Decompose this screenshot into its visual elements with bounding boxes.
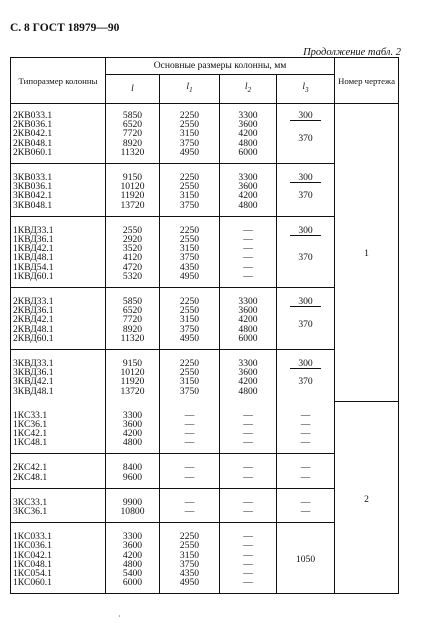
cell-l1 <box>160 287 220 349</box>
cell-l2 <box>220 216 277 287</box>
value-l1: 2250 <box>179 531 200 543</box>
column-header-l2: $l_2$ <box>220 75 277 104</box>
type-name: 1КС042.1 <box>13 549 52 561</box>
type-name: 2КС42.1 <box>13 462 48 474</box>
value-l2: 3600 <box>238 367 258 379</box>
value-l: 4800 <box>122 558 143 570</box>
type-name: 2КС48.1 <box>13 471 48 483</box>
value-l2: — <box>243 409 253 421</box>
dimensions-table <box>10 57 399 594</box>
value-l2: 6000 <box>238 332 258 344</box>
value-l1: 3750 <box>179 558 200 570</box>
value-l3: — <box>300 462 311 474</box>
type-name: 2КВ048.1 <box>13 137 53 149</box>
value-l2: 6000 <box>238 146 258 158</box>
type-name: 1КВД54.1 <box>13 261 54 273</box>
value-l: 6520 <box>122 305 143 317</box>
value-l3-first: 300 <box>290 359 320 369</box>
table-body <box>11 104 399 594</box>
cell-l2 <box>220 402 277 454</box>
value-l1: 2550 <box>179 119 200 131</box>
value-l2: — <box>243 428 253 440</box>
value-l: 9150 <box>122 171 143 183</box>
value-l2: — <box>243 418 253 430</box>
value-l2: 3300 <box>238 110 258 121</box>
cell-l <box>106 349 160 401</box>
value-l2: — <box>243 531 253 543</box>
value-l: 11920 <box>120 376 145 388</box>
value-l2: — <box>243 252 253 264</box>
value-l: 4800 <box>122 437 143 449</box>
value-l3-first: 300 <box>290 297 320 307</box>
type-name: 3КВД36.1 <box>13 367 54 379</box>
cell-l1 <box>160 349 220 401</box>
value-l2: 3300 <box>238 295 258 307</box>
value-l1: 2550 <box>179 181 200 193</box>
column-header-l1-subscript: 1 <box>189 86 193 95</box>
type-name: 2КВ036.1 <box>13 119 53 131</box>
cell-l3 <box>277 163 335 216</box>
type-name: 3КВ033.1 <box>13 171 53 183</box>
cell-type <box>11 104 106 164</box>
value-l: 3300 <box>122 409 143 421</box>
value-l2: — <box>243 462 253 474</box>
value-l1: — <box>184 506 195 518</box>
cell-l <box>106 287 160 349</box>
value-l1: 2550 <box>179 305 200 317</box>
value-l: 10120 <box>120 367 145 379</box>
value-l1: 2250 <box>179 295 200 307</box>
type-name: 1КС036.1 <box>13 540 52 552</box>
value-l2: 3600 <box>238 305 258 317</box>
table-row-group <box>11 402 399 454</box>
column-header-l1: $l_1$ <box>160 75 220 104</box>
type-name: 2КВД42.1 <box>13 314 54 326</box>
column-header-drawing: Номер чертежа <box>335 58 399 104</box>
value-l1: 2550 <box>179 540 200 552</box>
type-name: 1КС36.1 <box>13 418 48 430</box>
cell-l2 <box>220 104 277 164</box>
type-name: 3КВД48.1 <box>13 385 54 397</box>
value-l2: — <box>243 261 253 273</box>
value-l: 9600 <box>122 471 143 483</box>
cell-type <box>11 523 106 594</box>
cell-l2 <box>220 349 277 401</box>
drawing-number-1: 1 <box>335 104 399 402</box>
value-l: 2920 <box>122 233 143 245</box>
value-l2: — <box>243 233 253 245</box>
type-name: 1КС33.1 <box>13 409 48 421</box>
type-name: 1КС48.1 <box>13 437 48 449</box>
value-l: 3600 <box>122 418 143 430</box>
cell-l3 <box>277 454 335 488</box>
value-l3-first: 300 <box>290 111 320 121</box>
value-l2: — <box>243 567 253 579</box>
cell-l1 <box>160 163 220 216</box>
type-name: 2КВ042.1 <box>13 128 53 140</box>
value-l1: — <box>184 418 195 430</box>
value-l3-first: 300 <box>290 226 320 236</box>
value-l: 6520 <box>122 119 143 131</box>
value-l: 9900 <box>122 496 143 508</box>
cell-l <box>106 104 160 164</box>
value-l1: 2250 <box>179 357 200 369</box>
value-l1: — <box>184 471 195 483</box>
value-l2: — <box>243 437 253 449</box>
value-l2: 4800 <box>238 199 258 211</box>
value-l1: — <box>184 437 195 449</box>
value-l3: — <box>300 428 311 440</box>
value-l2: 4800 <box>238 385 258 397</box>
type-name: 3КС33.1 <box>13 496 48 508</box>
value-l: 5850 <box>122 295 143 307</box>
type-name: 1КС060.1 <box>13 577 52 589</box>
value-l1: 3750 <box>179 323 200 335</box>
cell-type <box>11 488 106 522</box>
value-l1: 4950 <box>179 577 200 589</box>
value-l1: 3750 <box>179 137 200 149</box>
value-l: 4720 <box>122 261 143 273</box>
value-l: 7720 <box>122 314 143 326</box>
value-l2: 3300 <box>238 357 258 369</box>
value-l1: 2250 <box>179 224 200 236</box>
value-l1: 3150 <box>179 243 200 255</box>
value-l3: — <box>300 418 311 430</box>
value-l1: 3750 <box>179 199 200 211</box>
type-name: 3КВ042.1 <box>13 190 53 202</box>
column-header-l3-subscript: 3 <box>305 86 309 95</box>
column-header-l2-subscript: 2 <box>247 86 252 95</box>
value-l2: 4200 <box>238 314 258 326</box>
value-l2: — <box>243 549 253 561</box>
value-l: 8920 <box>122 137 143 149</box>
cell-l1 <box>160 104 220 164</box>
value-l3-first: 300 <box>290 173 320 183</box>
cell-type <box>11 163 106 216</box>
value-l2: — <box>243 558 253 570</box>
value-l2: — <box>243 243 253 255</box>
cell-l <box>106 488 160 522</box>
cell-l2 <box>220 454 277 488</box>
value-l: 6000 <box>122 577 143 589</box>
value-l1: 4950 <box>179 332 200 344</box>
table-continuation-label: Продолжение табл. 2 <box>303 47 401 58</box>
value-l1: 4950 <box>179 270 200 282</box>
column-header-type: Типоразмер колонны <box>11 58 106 104</box>
type-name: 1КС048.1 <box>13 558 52 570</box>
value-l1: 2250 <box>179 171 200 183</box>
value-l2: 3600 <box>238 181 258 193</box>
cell-l3 <box>277 104 335 164</box>
value-l1: 4350 <box>179 567 200 579</box>
cell-l1 <box>160 402 220 454</box>
column-header-l3: $l_3$ <box>277 75 335 104</box>
type-name: 1КВД33.1 <box>13 224 54 236</box>
value-l: 2550 <box>122 224 143 236</box>
cell-l <box>106 216 160 287</box>
cell-l3 <box>277 402 335 454</box>
type-name: 3КВ048.1 <box>13 199 53 211</box>
value-l1: 4350 <box>179 261 200 273</box>
type-name: 2КВД33.1 <box>13 295 54 307</box>
value-l: 10800 <box>120 506 145 518</box>
value-l: 9150 <box>122 357 143 369</box>
value-l: 11920 <box>120 190 145 202</box>
value-l2: 4200 <box>238 190 258 202</box>
value-l3: — <box>300 409 311 421</box>
cell-l <box>106 523 160 594</box>
value-l2: — <box>243 496 253 508</box>
value-l: 3520 <box>122 243 143 255</box>
value-l2: 4800 <box>238 137 258 149</box>
value-l1: 3750 <box>179 252 200 264</box>
type-name: 2КВД60.1 <box>13 332 54 344</box>
value-l1: — <box>184 496 195 508</box>
value-l2: — <box>243 540 253 552</box>
value-l: 5400 <box>122 567 143 579</box>
type-name: 3КВД33.1 <box>13 357 54 369</box>
cell-l2 <box>220 287 277 349</box>
table-row-group <box>11 104 399 164</box>
value-l: 13720 <box>120 385 145 397</box>
value-l3: — <box>300 437 311 449</box>
cell-l1 <box>160 523 220 594</box>
value-l3-rest: 370 <box>298 318 313 330</box>
type-name: 2КВД48.1 <box>13 323 54 335</box>
type-name: 1КС033.1 <box>13 531 52 543</box>
value-l2: 4200 <box>238 128 258 140</box>
cell-type <box>11 402 106 454</box>
type-name: 3КВД42.1 <box>13 376 54 388</box>
type-name: 1КС054.1 <box>13 567 52 579</box>
value-l: 5320 <box>122 270 143 282</box>
cell-l <box>106 454 160 488</box>
cell-l1 <box>160 488 220 522</box>
value-l1: 3150 <box>179 128 200 140</box>
value-l: 5850 <box>122 110 143 121</box>
type-name: 2КВ060.1 <box>13 146 53 158</box>
footer-mark: · <box>118 612 121 621</box>
type-name: 1КВД60.1 <box>13 270 54 282</box>
value-l: 8920 <box>122 323 143 335</box>
cell-l <box>106 163 160 216</box>
value-l1: 4950 <box>179 146 200 158</box>
cell-l2 <box>220 488 277 522</box>
value-l1: 2550 <box>179 233 200 245</box>
value-l3: — <box>300 471 311 483</box>
cell-l3 <box>277 216 335 287</box>
value-l1: 2550 <box>179 367 200 379</box>
type-name: 1КС42.1 <box>13 428 48 440</box>
value-l2: 3300 <box>238 171 258 183</box>
value-l: 8400 <box>122 462 143 474</box>
value-l: 11320 <box>120 146 145 158</box>
value-l2: 4200 <box>238 376 258 388</box>
value-l2: 3600 <box>238 119 258 131</box>
type-name: 1КВД48.1 <box>13 252 54 264</box>
value-l2: — <box>243 224 253 236</box>
value-l3: 1050 <box>295 554 316 566</box>
value-l1: — <box>184 428 195 440</box>
value-l1: 3150 <box>179 376 200 388</box>
cell-l1 <box>160 454 220 488</box>
cell-l2 <box>220 163 277 216</box>
value-l2: — <box>243 270 253 282</box>
value-l: 4200 <box>122 428 143 440</box>
value-l1: 3750 <box>179 385 200 397</box>
drawing-number-2: 2 <box>335 402 399 594</box>
dimensions-table-container <box>10 57 398 594</box>
column-header-group: Основные размеры колонны, мм <box>106 58 335 75</box>
cell-l <box>106 402 160 454</box>
cell-l3 <box>277 523 335 594</box>
type-name: 3КС36.1 <box>13 506 48 518</box>
value-l: 11320 <box>120 332 145 344</box>
value-l1: — <box>184 409 195 421</box>
value-l3: — <box>300 506 311 518</box>
value-l1: 3150 <box>179 190 200 202</box>
cell-type <box>11 454 106 488</box>
value-l: 4200 <box>122 549 143 561</box>
value-l3-rest: 370 <box>298 132 313 144</box>
value-l: 4120 <box>122 252 143 264</box>
value-l2: — <box>243 471 253 483</box>
value-l2: — <box>243 506 253 518</box>
value-l1: 3150 <box>179 314 200 326</box>
value-l3-rest: 370 <box>298 252 313 264</box>
cell-l1 <box>160 216 220 287</box>
cell-l2 <box>220 523 277 594</box>
type-name: 2КВД36.1 <box>13 305 54 317</box>
value-l3-rest: 370 <box>298 190 313 202</box>
type-name: 3КВ036.1 <box>13 181 53 193</box>
cell-type <box>11 287 106 349</box>
value-l1: 2250 <box>179 110 200 121</box>
type-name: 2КВ033.1 <box>13 110 53 121</box>
value-l2: 4800 <box>238 323 258 335</box>
cell-type <box>11 349 106 401</box>
cell-l3 <box>277 488 335 522</box>
cell-l3 <box>277 287 335 349</box>
page-header: С. 8 ГОСТ 18979—90 <box>10 22 120 34</box>
value-l1: 3150 <box>179 549 200 561</box>
value-l: 7720 <box>122 128 143 140</box>
value-l2: — <box>243 577 253 589</box>
type-name: 1КВД42.1 <box>13 243 54 255</box>
value-l: 13720 <box>120 199 145 211</box>
cell-type <box>11 216 106 287</box>
value-l3-rest: 370 <box>298 376 313 388</box>
value-l3: — <box>300 496 311 508</box>
cell-l3 <box>277 349 335 401</box>
value-l1: — <box>184 462 195 474</box>
type-name: 1КВД36.1 <box>13 233 54 245</box>
value-l: 3600 <box>122 540 143 552</box>
value-l: 10120 <box>120 181 145 193</box>
value-l: 3300 <box>122 531 143 543</box>
column-header-l: l <box>106 75 160 104</box>
